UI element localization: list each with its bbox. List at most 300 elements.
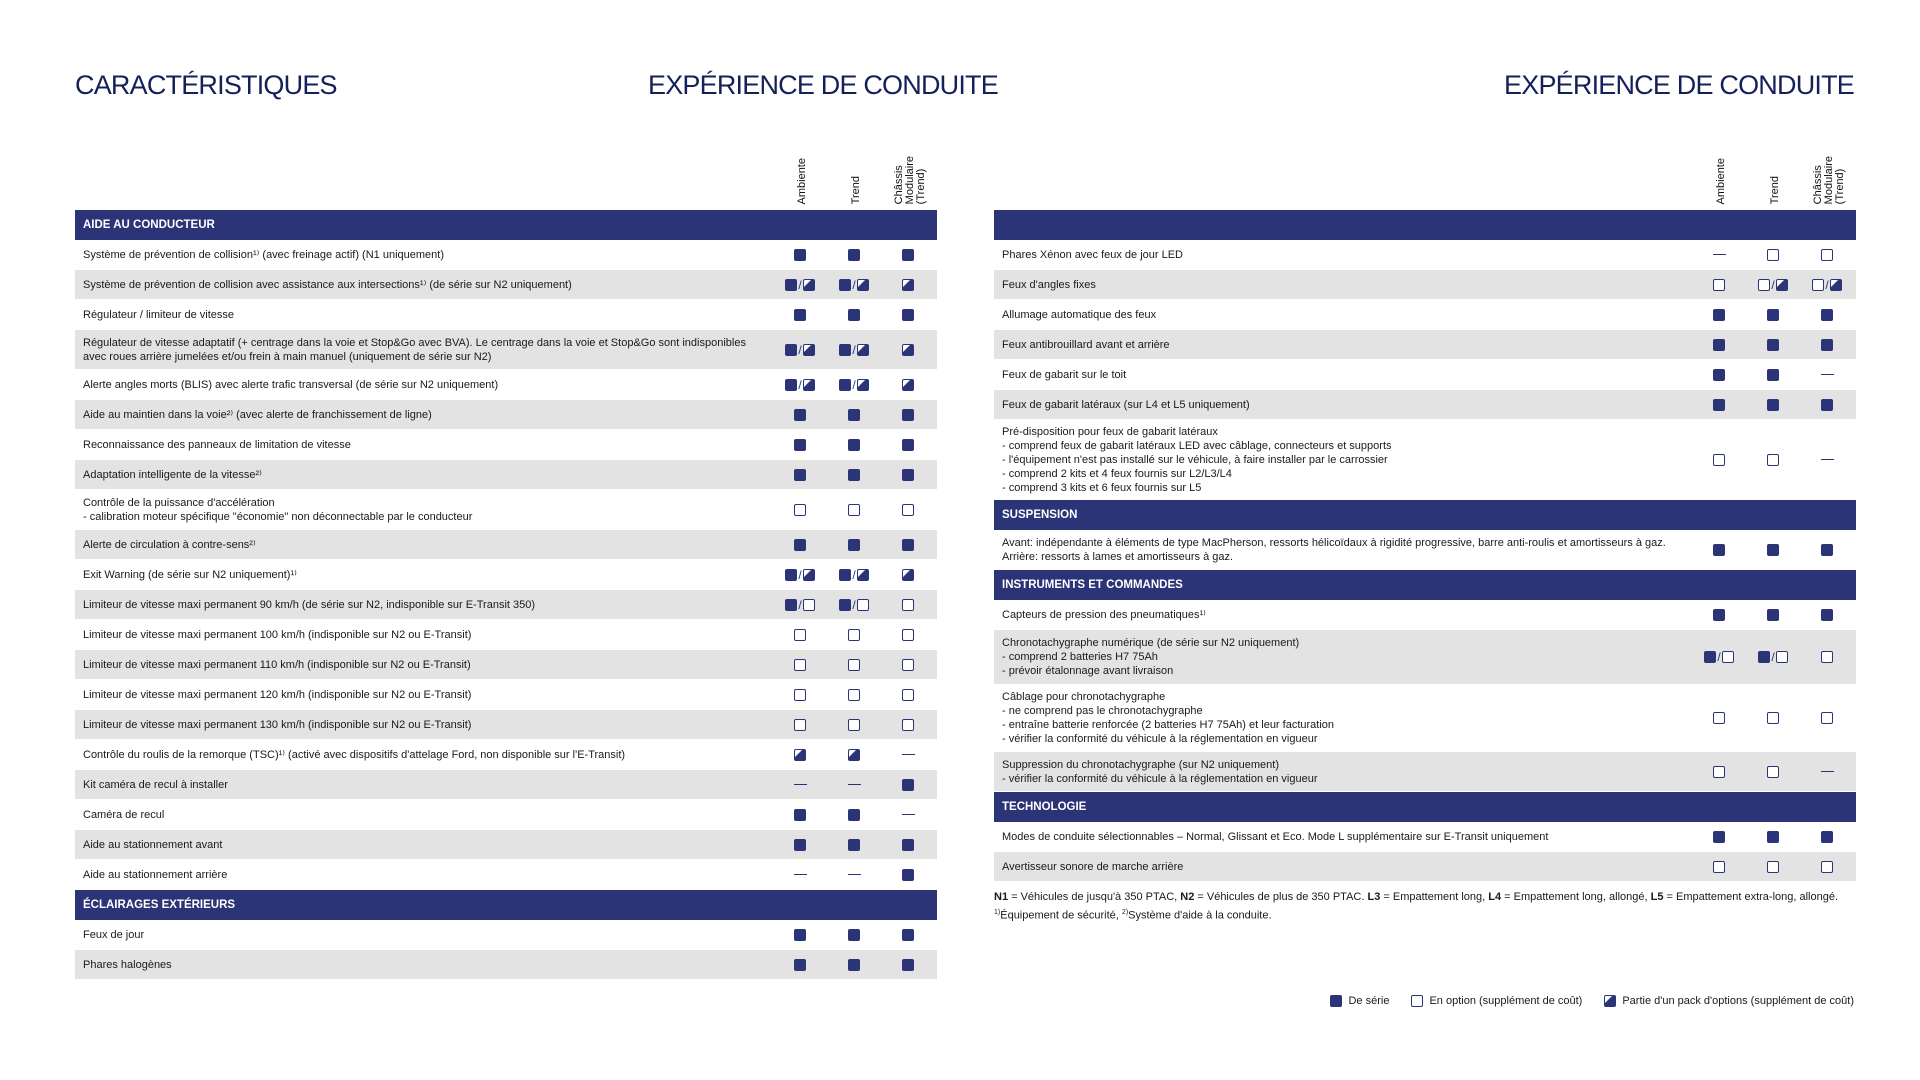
legend-standard: De série — [1330, 995, 1389, 1007]
not-available-dash-icon — [1821, 459, 1834, 461]
column-header-chassis-modulaire: Châssis Modulaire (Trend) — [892, 155, 927, 204]
option-square-icon — [1713, 861, 1725, 873]
not-available-dash-icon — [794, 784, 807, 786]
legend-pack: Partie d'un pack d'options (supplément de coût) — [1604, 995, 1854, 1007]
availability-cell — [1800, 544, 1854, 556]
availability-cell — [881, 754, 935, 756]
availability-cell — [827, 929, 881, 941]
availability-cell — [773, 629, 827, 641]
availability-cell — [773, 309, 827, 321]
availability-cell — [773, 343, 827, 357]
standard-square-icon — [785, 569, 797, 581]
availability-cell — [881, 839, 935, 851]
option-square-icon — [1767, 249, 1779, 261]
pack-square-icon — [857, 279, 869, 291]
table-row — [75, 560, 937, 590]
standard-square-icon — [839, 599, 851, 611]
row-label: Limiteur de vitesse maxi permanent 120 km/h (indisponible sur N2 ou E-Transit) — [83, 688, 472, 701]
availability-cell — [1692, 454, 1746, 466]
availability-cell — [1692, 399, 1746, 411]
standard-square-icon — [794, 469, 806, 481]
standard-square-icon — [785, 344, 797, 356]
not-available-dash-icon — [848, 874, 861, 876]
pack-square-icon — [857, 344, 869, 356]
not-available-dash-icon — [1821, 374, 1834, 376]
standard-square-icon — [848, 249, 860, 261]
standard-square-icon — [1713, 831, 1725, 843]
pack-square-icon — [803, 569, 815, 581]
availability-cell — [881, 689, 935, 701]
column-headers-left — [775, 148, 937, 204]
table-row — [75, 800, 937, 830]
availability-cell — [1692, 309, 1746, 321]
availability-cell — [1800, 339, 1854, 351]
availability-cell — [1692, 544, 1746, 556]
table-row — [75, 740, 937, 770]
option-square-icon — [794, 629, 806, 641]
standard-square-icon — [1821, 399, 1833, 411]
availability-cell — [1746, 712, 1800, 724]
standard-square-icon — [848, 839, 860, 851]
standard-square-icon — [839, 569, 851, 581]
row-label: Limiteur de vitesse maxi permanent 90 km/h (de série sur N2, indisponible sur E-Transit 350) — [83, 598, 536, 611]
row-label: Feux de gabarit sur le toit — [1002, 368, 1127, 381]
row-label: Limiteur de vitesse maxi permanent 110 km/h (indisponible sur N2 ou E-Transit) — [83, 658, 471, 671]
availability-cell — [773, 874, 827, 876]
standard-square-icon — [902, 539, 914, 551]
table-row — [75, 530, 937, 560]
availability-cell — [827, 839, 881, 851]
standard-square-icon — [1330, 995, 1342, 1007]
pack-square-icon — [902, 279, 914, 291]
standard-square-icon — [1767, 609, 1779, 621]
availability-cell — [827, 659, 881, 671]
standard-square-icon — [902, 249, 914, 261]
standard-square-icon — [794, 309, 806, 321]
option-square-icon — [803, 599, 815, 611]
table-row — [994, 852, 1856, 882]
standard-square-icon — [848, 469, 860, 481]
availability-cell — [881, 379, 935, 391]
table-row — [75, 370, 937, 400]
not-available-dash-icon — [848, 784, 861, 786]
standard-square-icon — [785, 599, 797, 611]
option-square-icon — [1776, 651, 1788, 663]
table-row — [75, 330, 937, 370]
option-square-icon — [1821, 651, 1833, 663]
not-available-dash-icon — [1821, 771, 1834, 773]
availability-cell — [773, 439, 827, 451]
standard-square-icon — [1821, 831, 1833, 843]
option-square-icon — [857, 599, 869, 611]
row-label: Modes de conduite sélectionnables – Normal, Glissant et Eco. Mode L supplémentaire sur E-Transit uniquement — [1002, 830, 1549, 843]
slash-separator: / — [1825, 277, 1829, 292]
availability-cell — [827, 378, 881, 392]
availability-cell — [773, 784, 827, 786]
row-label: Contrôle de la puissance d'accélération - calibration moteur spécifique "économie" non déconnectable par le conducteur — [83, 496, 473, 523]
row-label: Avertisseur sonore de marche arrière — [1002, 860, 1184, 873]
availability-cell — [1800, 309, 1854, 321]
availability-cell — [773, 469, 827, 481]
table-row — [75, 620, 937, 650]
availability-cell — [881, 569, 935, 581]
row-label: Aide au stationnement avant — [83, 838, 223, 851]
row-label: Limiteur de vitesse maxi permanent 100 km/h (indisponible sur N2 ou E-Transit) — [83, 628, 472, 641]
column-header-trend: Trend — [1768, 175, 1781, 204]
row-label: Régulateur / limiteur de vitesse — [83, 308, 235, 321]
row-label: Suppression du chronotachygraphe (sur N2 uniquement) - vérifier la conformité du véhicule à la réglementation en vigueur — [1002, 758, 1318, 785]
standard-square-icon — [1713, 544, 1725, 556]
standard-square-icon — [794, 409, 806, 421]
availability-cell — [827, 598, 881, 612]
standard-square-icon — [839, 279, 851, 291]
row-label: Feux d'angles fixes — [1002, 278, 1096, 291]
availability-cell — [881, 659, 935, 671]
row-label: Capteurs de pression des pneumatiques¹⁾ — [1002, 608, 1206, 621]
standard-square-icon — [794, 809, 806, 821]
section-header: SUSPENSION — [994, 500, 1856, 530]
section-header: AIDE AU CONDUCTEUR — [75, 210, 937, 240]
availability-cell — [1746, 399, 1800, 411]
availability-cell — [1746, 454, 1800, 466]
availability-cell — [1800, 459, 1854, 461]
standard-square-icon — [902, 409, 914, 421]
table-row — [75, 300, 937, 330]
availability-cell — [1692, 279, 1746, 291]
column-header-ambiente: Ambiente — [1714, 157, 1727, 204]
slash-separator: / — [798, 277, 802, 292]
option-square-icon — [1758, 279, 1770, 291]
availability-cell — [881, 469, 935, 481]
table-row — [994, 600, 1856, 630]
standard-square-icon — [794, 929, 806, 941]
availability-cell — [827, 278, 881, 292]
option-square-icon — [848, 504, 860, 516]
option-square-icon — [902, 599, 914, 611]
availability-cell — [881, 929, 935, 941]
row-label: Aide au maintien dans la voie²⁾ (avec alerte de franchissement de ligne) — [83, 408, 432, 421]
standard-square-icon — [1758, 651, 1770, 663]
standard-square-icon — [902, 869, 914, 881]
standard-square-icon — [794, 839, 806, 851]
row-label: Adaptation intelligente de la vitesse²⁾ — [83, 468, 262, 481]
availability-cell — [1746, 544, 1800, 556]
pack-square-icon — [794, 749, 806, 761]
row-label: Caméra de recul — [83, 808, 165, 821]
pack-square-icon — [803, 379, 815, 391]
availability-cell — [1800, 861, 1854, 873]
standard-square-icon — [902, 839, 914, 851]
availability-cell — [827, 874, 881, 876]
option-square-icon — [902, 689, 914, 701]
availability-cell — [773, 839, 827, 851]
table-row — [994, 360, 1856, 390]
left-feature-table — [75, 210, 937, 980]
availability-cell — [773, 249, 827, 261]
option-square-icon — [848, 719, 860, 731]
standard-square-icon — [1713, 309, 1725, 321]
availability-cell — [1692, 831, 1746, 843]
availability-cell — [773, 598, 827, 612]
pack-square-icon — [857, 379, 869, 391]
slash-separator: / — [798, 342, 802, 357]
not-available-dash-icon — [902, 814, 915, 816]
availability-cell — [1692, 650, 1746, 664]
standard-square-icon — [785, 379, 797, 391]
row-label: Feux de jour — [83, 928, 145, 941]
availability-cell — [881, 539, 935, 551]
table-row — [994, 390, 1856, 420]
row-label: Feux antibrouillard avant et arrière — [1002, 338, 1170, 351]
option-square-icon — [1821, 712, 1833, 724]
availability-cell — [881, 504, 935, 516]
standard-square-icon — [794, 439, 806, 451]
standard-square-icon — [794, 249, 806, 261]
slash-separator: / — [852, 277, 856, 292]
standard-square-icon — [848, 809, 860, 821]
option-square-icon — [902, 719, 914, 731]
row-label: Aide au stationnement arrière — [83, 868, 228, 881]
standard-square-icon — [902, 929, 914, 941]
availability-cell — [773, 929, 827, 941]
availability-cell — [881, 309, 935, 321]
option-square-icon — [1821, 861, 1833, 873]
availability-cell — [1746, 278, 1800, 292]
row-label: Pré-disposition pour feux de gabarit latéraux - comprend feux de gabarit latéraux LED avec câblage, connecteurs et supports - l'équipement n'est pas installé sur le véhicule, à faire installer par le carrossier - comprend 2 kits et 4 feux fournis sur L2/L3/L4 - comprend 3 kits et 6 feux fournis sur L5 — [1002, 425, 1392, 494]
availability-cell — [827, 409, 881, 421]
availability-cell — [1692, 339, 1746, 351]
availability-cell — [881, 959, 935, 971]
option-square-icon — [1767, 454, 1779, 466]
option-square-icon — [1411, 995, 1423, 1007]
table-row — [994, 630, 1856, 685]
availability-cell — [881, 629, 935, 641]
table-row — [994, 685, 1856, 752]
table-row — [994, 240, 1856, 270]
table-row — [994, 822, 1856, 852]
option-square-icon — [1767, 766, 1779, 778]
not-available-dash-icon — [1713, 254, 1726, 256]
table-row — [994, 330, 1856, 360]
availability-cell — [1692, 712, 1746, 724]
pack-square-icon — [848, 749, 860, 761]
section-header: ÉCLAIRAGES EXTÉRIEURS — [75, 890, 937, 920]
standard-square-icon — [1821, 309, 1833, 321]
row-label: Limiteur de vitesse maxi permanent 130 km/h (indisponible sur N2 ou E-Transit) — [83, 718, 472, 731]
standard-square-icon — [848, 959, 860, 971]
pack-square-icon — [902, 569, 914, 581]
availability-cell — [827, 539, 881, 551]
availability-cell — [881, 779, 935, 791]
option-square-icon — [1767, 712, 1779, 724]
availability-cell — [773, 959, 827, 971]
availability-cell — [773, 378, 827, 392]
standard-square-icon — [848, 409, 860, 421]
option-square-icon — [1722, 651, 1734, 663]
availability-cell — [827, 568, 881, 582]
availability-cell — [827, 309, 881, 321]
table-row — [75, 680, 937, 710]
availability-cell — [827, 249, 881, 261]
table-row — [75, 490, 937, 530]
availability-cell — [1800, 278, 1854, 292]
availability-cell — [773, 539, 827, 551]
standard-square-icon — [1713, 399, 1725, 411]
section-header: INSTRUMENTS ET COMMANDES — [994, 570, 1856, 600]
footnote: N1 = Véhicules de jusqu'à 350 PTAC, N2 = Véhicules de plus de 350 PTAC. L3 = Empattement long, L4 = Empattement long, allongé, L5 = Empattement extra-long, allongé. $^{1)}$Équipement de sécurité, $^{2)}$Système d'aide à la conduite. — [994, 891, 1839, 922]
availability-cell — [773, 689, 827, 701]
slash-separator: / — [852, 377, 856, 392]
availability-cell — [881, 279, 935, 291]
table-row — [994, 530, 1856, 570]
table-row — [75, 430, 937, 460]
column-header-chassis-modulaire: Châssis Modulaire (Trend) — [1811, 155, 1846, 204]
availability-cell — [827, 439, 881, 451]
standard-square-icon — [1821, 339, 1833, 351]
availability-cell — [881, 344, 935, 356]
availability-cell — [1800, 374, 1854, 376]
table-row — [75, 770, 937, 800]
availability-cell — [1800, 399, 1854, 411]
row-label: Système de prévention de collision¹⁾ (avec freinage actif) (N1 uniquement) — [83, 248, 444, 261]
table-row — [994, 300, 1856, 330]
standard-square-icon — [794, 959, 806, 971]
availability-cell — [827, 689, 881, 701]
table-row — [994, 752, 1856, 792]
table-row — [994, 270, 1856, 300]
page-title-caracteristiques: CARACTÉRISTIQUES — [75, 70, 337, 100]
standard-square-icon — [848, 539, 860, 551]
availability-cell — [827, 629, 881, 641]
row-label: Allumage automatique des feux — [1002, 308, 1157, 321]
table-row — [75, 270, 937, 300]
availability-cell — [1692, 369, 1746, 381]
slash-separator: / — [798, 597, 802, 612]
standard-square-icon — [839, 344, 851, 356]
availability-cell — [881, 249, 935, 261]
standard-square-icon — [848, 929, 860, 941]
availability-cell — [827, 784, 881, 786]
column-headers-right — [1694, 148, 1856, 204]
availability-cell — [773, 659, 827, 671]
availability-cell — [773, 749, 827, 761]
option-square-icon — [794, 504, 806, 516]
availability-cell — [1746, 369, 1800, 381]
standard-square-icon — [794, 539, 806, 551]
availability-cell — [827, 749, 881, 761]
availability-cell — [1746, 609, 1800, 621]
standard-square-icon — [839, 379, 851, 391]
table-row — [75, 460, 937, 490]
right-feature-table — [994, 210, 1856, 882]
standard-square-icon — [1821, 544, 1833, 556]
table-row — [75, 950, 937, 980]
availability-cell — [1746, 249, 1800, 261]
standard-square-icon — [848, 309, 860, 321]
standard-square-icon — [902, 779, 914, 791]
slash-separator: / — [852, 342, 856, 357]
row-label: Feux de gabarit latéraux (sur L4 et L5 uniquement) — [1002, 398, 1250, 411]
availability-cell — [773, 568, 827, 582]
availability-cell — [1746, 861, 1800, 873]
availability-cell — [1692, 254, 1746, 256]
option-square-icon — [848, 659, 860, 671]
availability-cell — [1746, 309, 1800, 321]
table-row — [75, 920, 937, 950]
section-header — [994, 210, 1856, 240]
row-label: Alerte de circulation à contre-sens²⁾ — [83, 538, 256, 551]
slash-separator: / — [852, 567, 856, 582]
table-row — [75, 240, 937, 270]
not-available-dash-icon — [794, 874, 807, 876]
slash-separator: / — [798, 567, 802, 582]
slash-separator: / — [1771, 277, 1775, 292]
not-available-dash-icon — [902, 754, 915, 756]
availability-cell — [1800, 712, 1854, 724]
standard-square-icon — [1767, 399, 1779, 411]
pack-square-icon — [803, 344, 815, 356]
availability-cell — [881, 409, 935, 421]
pack-square-icon — [902, 379, 914, 391]
standard-square-icon — [1767, 831, 1779, 843]
table-row — [75, 590, 937, 620]
availability-cell — [1692, 609, 1746, 621]
page-subtitle-left: EXPÉRIENCE DE CONDUITE — [648, 70, 998, 100]
option-square-icon — [902, 504, 914, 516]
row-label: Système de prévention de collision avec assistance aux intersections¹⁾ (de série sur N2 uniquement) — [83, 278, 572, 291]
availability-cell — [1800, 831, 1854, 843]
availability-cell — [827, 959, 881, 971]
availability-cell — [1800, 771, 1854, 773]
pack-square-icon — [857, 569, 869, 581]
row-label: Régulateur de vitesse adaptatif (+ centrage dans la voie et Stop&Go avec BVA). Le centrage dans la voie et Stop&Go sont indisponibles avec roues arrière jumelées et/ou frein à main manuel (uniquement de série sur N2) — [83, 336, 746, 363]
availability-cell — [1746, 650, 1800, 664]
standard-square-icon — [1767, 309, 1779, 321]
standard-square-icon — [848, 439, 860, 451]
slash-separator: / — [852, 597, 856, 612]
availability-cell — [1746, 339, 1800, 351]
availability-cell — [827, 469, 881, 481]
legend-option: En option (supplément de coût) — [1411, 995, 1582, 1007]
option-square-icon — [1713, 712, 1725, 724]
standard-square-icon — [1713, 339, 1725, 351]
availability-cell — [1692, 766, 1746, 778]
availability-cell — [881, 439, 935, 451]
availability-cell — [1746, 766, 1800, 778]
option-square-icon — [848, 629, 860, 641]
standard-square-icon — [1767, 369, 1779, 381]
standard-square-icon — [902, 959, 914, 971]
table-row — [994, 420, 1856, 500]
row-label: Phares halogènes — [83, 958, 172, 971]
availability-cell — [1800, 249, 1854, 261]
column-header-trend: Trend — [849, 175, 862, 204]
option-square-icon — [902, 629, 914, 641]
slash-separator: / — [1771, 650, 1775, 664]
standard-square-icon — [785, 279, 797, 291]
availability-cell — [881, 599, 935, 611]
standard-square-icon — [1821, 609, 1833, 621]
option-square-icon — [1713, 766, 1725, 778]
availability-cell — [773, 278, 827, 292]
availability-cell — [827, 809, 881, 821]
option-square-icon — [1713, 454, 1725, 466]
row-label: Alerte angles morts (BLIS) avec alerte trafic transversal (de série sur N2 uniquement) — [83, 378, 499, 391]
availability-cell — [773, 719, 827, 731]
option-square-icon — [1767, 861, 1779, 873]
row-label: Exit Warning (de série sur N2 uniquement)¹⁾ — [83, 568, 297, 581]
availability-cell — [773, 409, 827, 421]
